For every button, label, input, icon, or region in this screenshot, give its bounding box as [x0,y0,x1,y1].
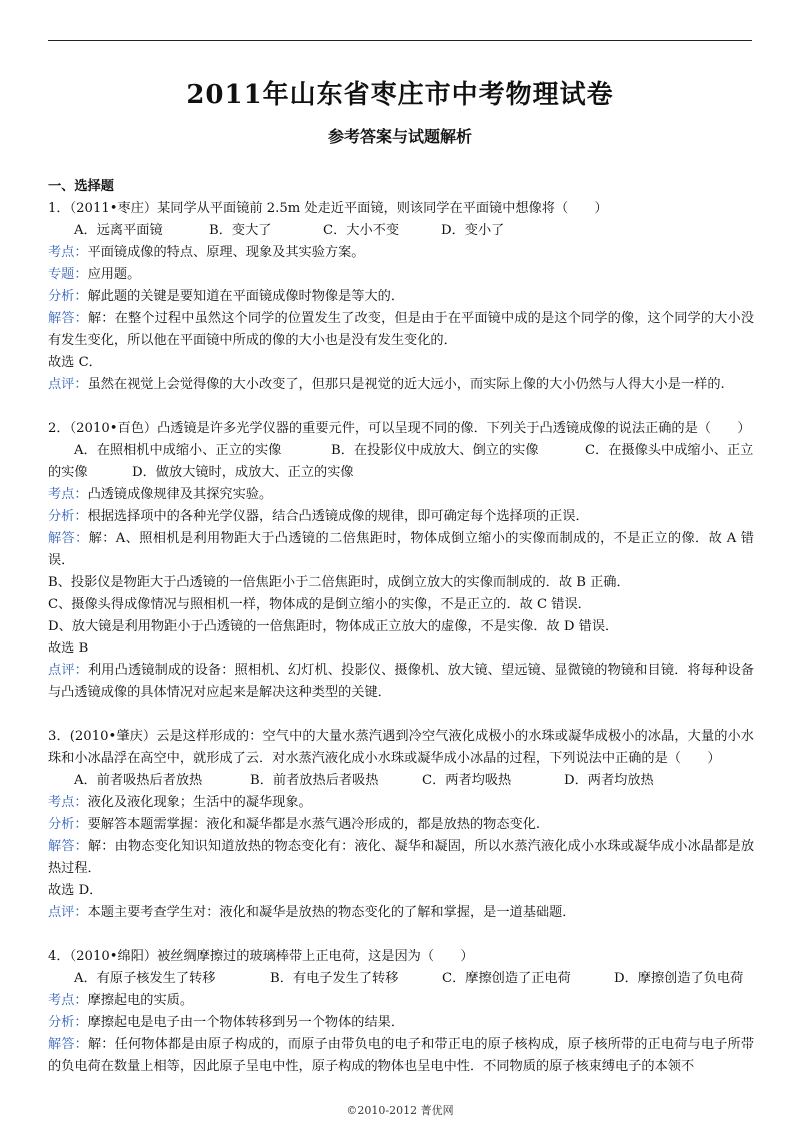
label-fenxi: 分析： [48,289,88,304]
q2-option-c: C．在摄像头中成缩小、正立 [585,443,754,458]
page-subtitle: 参考答案与试题解析 [327,127,472,146]
q4-kaodian: 考点：摩擦起电的实质。 [48,993,194,1008]
page-title: 2011年山东省枣庄市中考物理试卷 [186,80,614,110]
q1-zhuanti: 专题：应用题。 [48,267,141,282]
q2-stem: 2．（2010•百色）凸透镜是许多光学仪器的重要元件，可以呈现不同的像．下列关于凸透镜成像的说法正确的是（ ） [48,421,751,436]
q1-choice: 故选 C． [48,355,102,370]
q1-options [48,220,754,242]
q1-fenxi: 分析：解此题的关键是要知道在平面镜成像时物像是等大的． [48,289,405,304]
q2-b: B、投影仪是物距大于凸透镜的一倍焦距小于二倍焦距时，成倒立放大的实像而制成的．故 B 正确． [48,575,630,590]
q2-jieda: 解答：解：A、照相机是利用物距大于凸透镜的二倍焦距时，物体成倒立缩小的实像而制成的，不是正立的像．故 A 错误． [48,531,754,568]
q2-options-line2 [48,462,754,484]
document-body [48,176,754,1078]
label-jieda: 解答： [48,311,88,326]
q3-stem: 3．(2010•肇庆）云是这样形成的：空气中的大量水蒸汽遇到冷空气液化成极小的水珠或凝华成极小的冰晶，大量的小水珠和小冰晶浮在高空中，就形成了云．对水蒸汽液化成小水珠或凝华成小冰晶的过程，下列说法中正确的是（ ） [48,729,754,766]
q4-fenxi: 分析：摩擦起电是电子由一个物体转移到另一个物体的结果． [48,1015,405,1030]
q2-option-a: A．在照相机中成缩小、正立的实像 [74,443,282,458]
q3-choice: 故选 D． [48,883,103,898]
q3-option-b: B．前者放热后者吸热 [250,773,379,788]
q1-option-a: A．远离平面镜 [74,223,163,238]
label-dianping: 点评： [48,377,88,392]
q3-fenxi: 分析：要解答本题需掌握：液化和凝华都是水蒸气遇冷形成的，都是放热的物态变化. [48,817,541,832]
q4-jieda: 解答：解：任何物体都是由原子构成的，而原子由带负电的电子和带正电的原子核构成，原子核所带的正电荷与电子所带的负电荷在数量上相等，因此原子呈电中性，原子构成的物体也呈电中性．不同物质的原子核束缚电子的本领不 [48,1037,755,1074]
q1-option-b: B．变大了 [209,223,272,238]
q1-stem: 1．（2011•枣庄）某同学从平面镜前 2.5m 处走近平面镜，则该同学在平面镜中想像将（ ） [48,201,608,216]
q3-kaodian: 考点：液化及液化现象；生活中的凝华现象。 [48,795,312,810]
label-zhuanti: 专题： [48,267,88,282]
q2-choice: 故选 B [48,641,89,656]
q2-fenxi: 分析：根据选择项中的各种光学仪器，结合凸透镜成像的规律，即可确定每个选择项的正误． [48,509,589,524]
q4-option-a: A．有原子核发生了转移 [74,971,216,986]
q1-jieda: 解答：解：在整个过程中虽然这个同学的位置发生了改变，但是由于在平面镜中成的是这个同学的像，这个同学的大小没有发生变化，所以他在平面镜中所成的像的大小也是没有发生变化的． [48,311,755,348]
q3-option-d: D．两者均放热 [564,773,654,788]
q3-dianping: 点评：本题主要考查学生对：液化和凝华是放热的物态变化的了解和掌握，是一道基础题． [48,905,576,920]
q2-option-d: D．做放大镜时，成放大、正立的实像 [132,465,354,480]
q1-option-d: D．变小了 [441,223,505,238]
q2-option-b: B．在投影仪中成放大、倒立的实像 [331,443,539,458]
q3-option-a: A．前者吸热后者放热 [74,773,203,788]
q3-options [48,770,754,792]
q4-stem: 4．（2010•绵阳）被丝绸摩擦过的玻璃棒带上正电荷，这是因为（ ） [48,949,474,964]
q2-dianping: 点评：利用凸透镜制成的设备：照相机、幻灯机、投影仪、摄像机、放大镜、望远镜、显微镜的物镜和目镜．将每种设备与凸透镜成像的具体情况对应起来是解决这种类型的关键． [48,663,755,700]
q2-d: D、放大镜是利用物距小于凸透镜的一倍焦距时，物体成正立放大的虚像，不是实像．故 D 错误． [48,619,619,634]
q4-option-d: D．摩擦创造了负电荷 [614,971,744,986]
q4-option-c: C．摩擦创造了正电荷 [442,971,571,986]
q3-option-c: C．两者均吸热 [422,773,512,788]
q2-options-line1 [48,440,754,462]
q3-jieda: 解答：解：由物态变化知识知道放热的物态变化有：液化、凝华和凝固，所以水蒸汽液化成小水珠或凝华成小冰晶都是放热过程． [48,839,755,876]
q2-kaodian: 考点：凸透镜成像规律及其探究实验。 [48,487,273,502]
q1-kaodian: 考点：平面镜成像的特点、原理、现象及其实验方案。 [48,245,365,260]
q2-c: C、摄像头得成像情况与照相机一样，物体成的是倒立缩小的实像，不是正立的．故 C 错误． [48,597,591,612]
q4-option-b: B．有电子发生了转移 [270,971,399,986]
q1-option-c: C．大小不变 [323,223,400,238]
page-footer: ©2010-2012 菁优网 [346,1104,454,1117]
q1-dianping: 点评：虽然在视觉上会觉得像的大小改变了，但那只是视觉的近大远小，而实际上像的大小仍然与人得大小是一样的. [48,377,725,392]
section-heading: 一、选择题 [48,179,114,194]
q4-options [48,968,754,990]
top-rule [48,40,752,41]
q2-option-c-cont: 的实像 [48,465,88,480]
label-kaodian: 考点： [48,245,88,260]
